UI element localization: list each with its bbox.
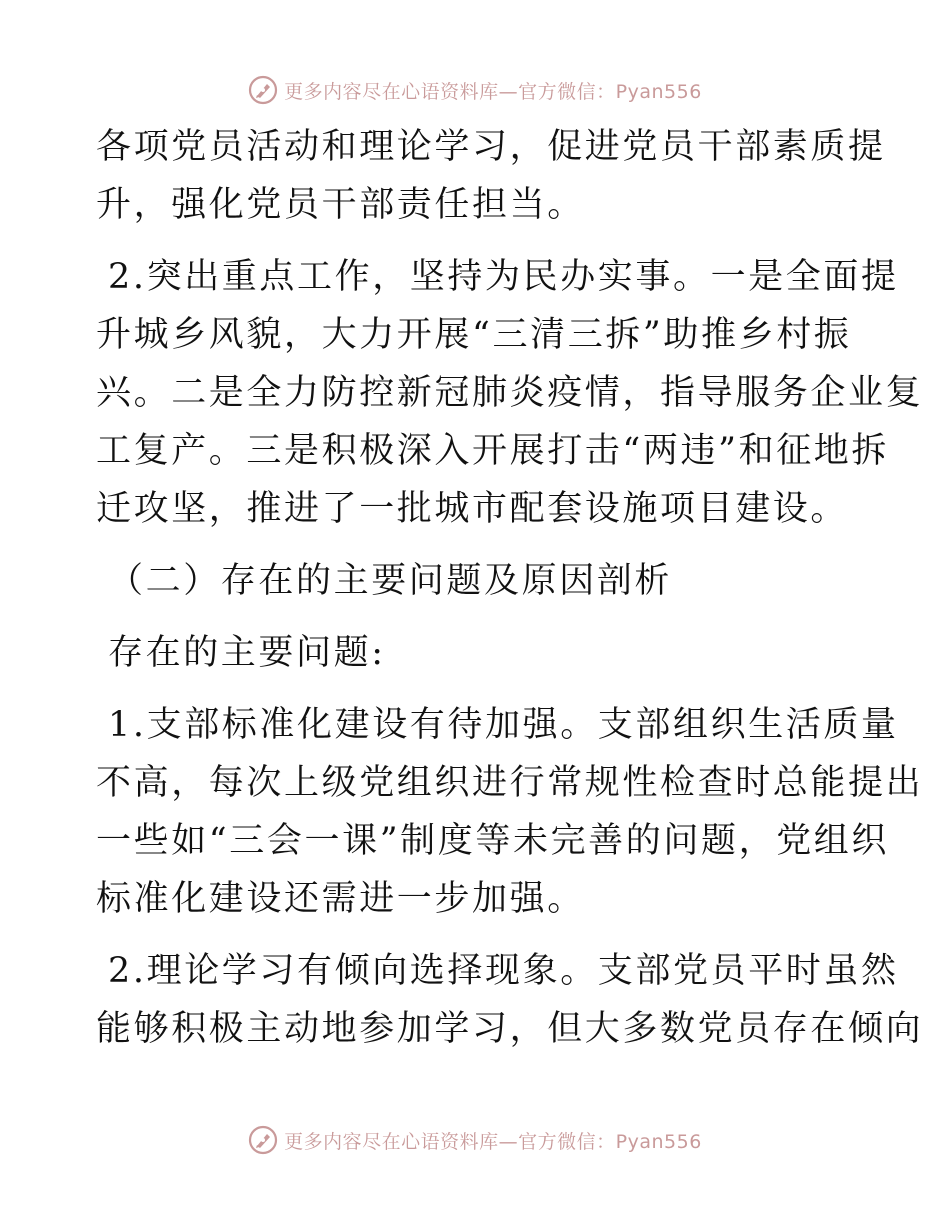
subheading-line: 存在的主要问题: [108, 633, 386, 673]
text-line: 升，强化党员干部责任担当。 [96, 185, 585, 225]
text-line: 1.支部标准化建设有待加强。支部组织生活质量 [108, 705, 899, 745]
watermark-text: 更多内容尽在心语资料库—官方微信：Pyan556 [284, 1130, 702, 1153]
text-line: 工复产。三是积极深入开展打击“两违”和征地拆 [96, 431, 889, 471]
text-line: 2.理论学习有倾向选择现象。支部党员平时虽然 [108, 951, 899, 991]
document-body [96, 118, 924, 1072]
text-line: 各项党员活动和理论学习，促进党员干部素质提 [96, 127, 886, 167]
pen-seal-icon [248, 1125, 278, 1155]
text-line: 一些如“三会一课”制度等未完善的问题，党组织 [96, 821, 889, 861]
text-line: 兴。二是全力防控新冠肺炎疫情，指导服务企业复 [96, 373, 924, 413]
section-heading [96, 552, 856, 610]
footer-watermark [0, 1120, 950, 1160]
paragraph-3 [96, 696, 924, 928]
text-line: 能够积极主动地参加学习，但大多数党员存在倾向 [96, 1009, 924, 1049]
header-watermark [0, 70, 950, 110]
pen-seal-icon [248, 75, 278, 105]
watermark-text: 更多内容尽在心语资料库—官方微信：Pyan556 [284, 80, 702, 103]
subheading [96, 624, 856, 682]
paragraph-1 [96, 118, 886, 234]
paragraph-2 [96, 248, 924, 538]
text-line: 迁攻坚，推进了一批城市配套设施项目建设。 [96, 489, 849, 529]
paragraph-4 [96, 942, 924, 1058]
text-line: 标准化建设还需进一步加强。 [96, 879, 585, 919]
text-line: 不高，每次上级党组织进行常规性检查时总能提出 [96, 763, 924, 803]
text-line: 升城乡风貌，大力开展“三清三拆”助推乡村振 [96, 315, 852, 355]
heading-line: （二）存在的主要问题及原因剖析 [108, 561, 673, 601]
text-line: 2.突出重点工作，坚持为民办实事。一是全面提 [108, 257, 899, 297]
